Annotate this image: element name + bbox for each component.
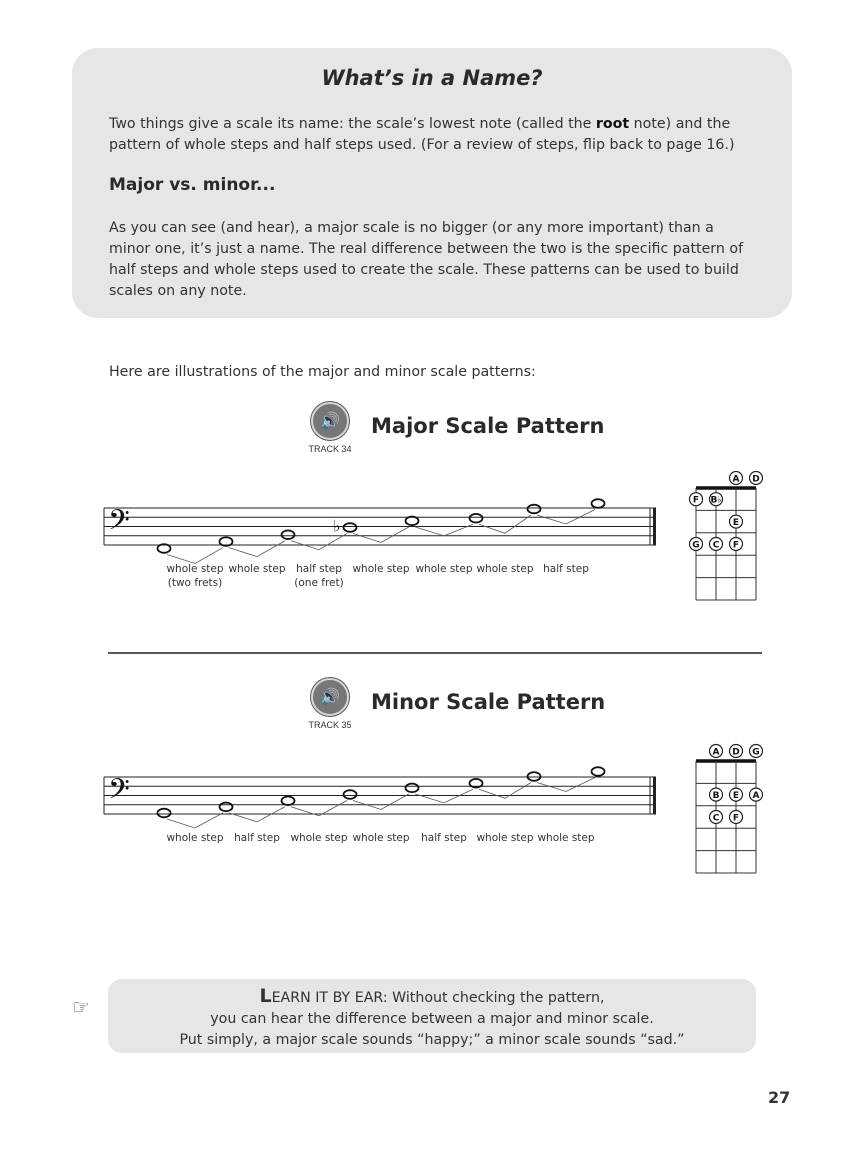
major-track-label: TRACK 34	[308, 444, 352, 454]
minor-fret-dot-label: C	[712, 813, 720, 824]
minor-note	[406, 784, 419, 793]
major-step-label: whole step	[476, 563, 534, 575]
major-title: Major Scale Pattern	[371, 414, 605, 438]
minor-step-label: whole step	[290, 832, 348, 844]
major-step-label: whole step	[415, 563, 473, 575]
major-step-bracket	[415, 524, 473, 536]
page-number: 27	[768, 1088, 791, 1107]
minor-note	[282, 796, 295, 805]
minor-fret-dot-label: A	[752, 790, 760, 801]
minor-step-bracket	[353, 794, 409, 810]
minor-step-bracket	[167, 813, 223, 828]
minor-note	[158, 809, 171, 818]
major-note	[470, 514, 483, 523]
major-step-label: half step	[543, 563, 589, 575]
tip-line-3: Put simply, a major scale sounds “happy;” a minor scale sounds “sad.”	[179, 1032, 685, 1048]
intro-text: Here are illustrations of the major and minor scale patterns:	[109, 364, 536, 380]
minor-step-label: whole step	[537, 832, 595, 844]
minor-title: Minor Scale Pattern	[371, 690, 606, 714]
learn-by-ear-box	[108, 979, 756, 1053]
minor-note	[592, 767, 605, 776]
major-note	[282, 530, 295, 539]
major-step-label: whole step	[352, 563, 410, 575]
minor-step-label: half step	[234, 832, 280, 844]
major-step-label: whole step	[228, 563, 286, 575]
minor-bass-clef-icon: 𝄢	[108, 772, 130, 813]
major-flat-sign: ♭	[333, 516, 341, 536]
minor-step-label: whole step	[476, 832, 534, 844]
tip-drop-letter: L	[259, 985, 272, 1007]
major-step-sublabel: (two frets)	[167, 577, 223, 589]
major-fret-dot-label: E	[732, 517, 740, 528]
major-bass-clef-icon: 𝄢	[108, 503, 130, 544]
minor-step-bracket	[537, 778, 595, 792]
speaker-icon: 🔊	[311, 678, 349, 716]
minor-track-label: TRACK 35	[308, 720, 352, 730]
minor-fret-dot-label: B	[712, 790, 720, 801]
minor-fret-dot-label: F	[732, 813, 740, 824]
tip-line-1-text: EARN IT BY EAR: Without checking the pattern,	[271, 990, 605, 1006]
major-fret-dot-label: G	[692, 540, 700, 551]
major-step-label: half step	[296, 563, 342, 575]
major-step-bracket	[229, 541, 285, 557]
major-note	[344, 523, 357, 532]
major-step-bracket	[167, 548, 223, 564]
minor-fret-dot-label: A	[712, 747, 720, 758]
minor-step-label: whole step	[352, 832, 410, 844]
tip-line-2: you can hear the difference between a major and minor scale.	[210, 1011, 654, 1027]
p1-text: Two things give a scale its name: the scale’s lowest note (called the	[109, 116, 596, 132]
minor-step-bracket	[415, 789, 473, 803]
major-note	[528, 505, 541, 514]
minor-step-label: whole step	[166, 832, 224, 844]
p1-bold-term: root	[595, 116, 630, 132]
pointing-hand-icon: ☞	[72, 995, 90, 1019]
minor-fret-dot-label: E	[732, 790, 740, 801]
minor-fret-dot-label: G	[752, 747, 760, 758]
major-fret-dot-label: B♭	[710, 495, 722, 506]
major-fret-dot-label: F	[732, 540, 740, 551]
major-note	[406, 517, 419, 526]
major-fret-dot-label: C	[712, 540, 720, 551]
box-subheading: Major vs. minor...	[109, 175, 276, 195]
major-step-bracket	[353, 527, 409, 543]
minor-note	[220, 803, 233, 812]
major-fret-dot-label: A	[732, 474, 740, 485]
speaker-icon: 🔊	[311, 402, 349, 440]
minor-fret-dot-label: D	[732, 747, 740, 758]
major-step-label: whole step	[166, 563, 224, 575]
major-step-sublabel: (one fret)	[294, 577, 344, 589]
box-title: What’s in a Name?	[321, 66, 543, 90]
minor-step-bracket	[291, 801, 347, 816]
minor-step-label: half step	[421, 832, 467, 844]
box-paragraph-2: As you can see (and hear), a major scale is no bigger (or any more important) than a minor one, it’s just a name. The real difference between the two is the specific pattern of half steps and whole steps used to create the scale. These patterns can be used to build scales on any note.	[109, 220, 744, 299]
tip-line-1	[108, 986, 756, 1009]
minor-note	[344, 790, 357, 799]
major-note	[592, 499, 605, 508]
p1-text-cont: note) and the pattern of whole steps and half steps used. (For a review of steps, flip back to page 16.)	[109, 116, 735, 153]
major-fret-dot-label: F	[692, 495, 700, 506]
major-fret-dot-label: D	[752, 474, 760, 485]
